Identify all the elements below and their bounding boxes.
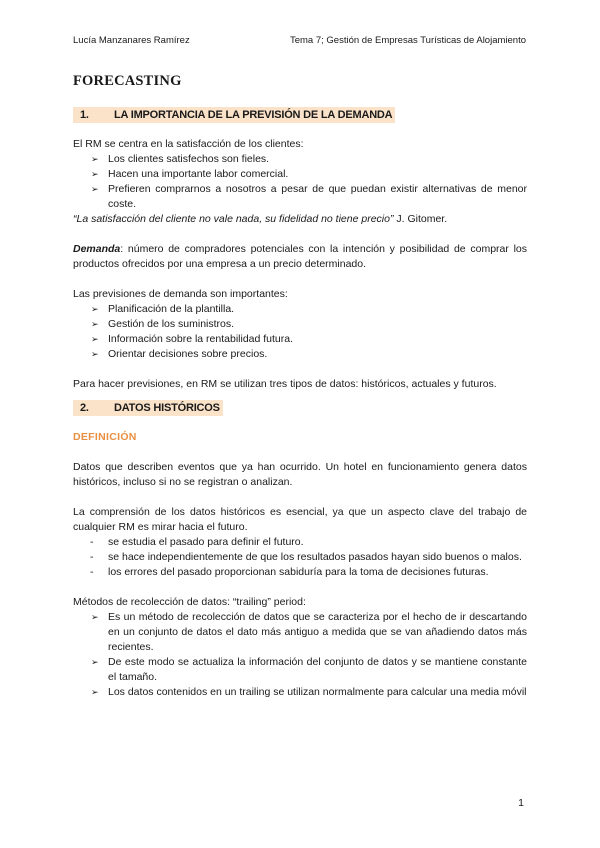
quote-line xyxy=(73,212,527,227)
quote-text: “La satisfacción del cliente no vale nada, su fidelidad no tiene precio” xyxy=(73,213,394,225)
section-2-body xyxy=(73,430,527,700)
section-1-number: 1. xyxy=(80,109,89,121)
satisfaction-intro: El RM se centra en la satisfacción de los clientes: xyxy=(73,138,304,150)
section-2-highlight xyxy=(73,400,223,416)
arrow-bullet-icon: ➢ xyxy=(91,184,99,194)
section-2-heading xyxy=(73,400,223,416)
methods-list xyxy=(73,610,527,700)
historical-data-importance: La comprensión de los datos históricos es esencial, ya que un aspecto clave del trabajo de cualquier RM es mirar hacia el futuro. xyxy=(73,506,527,533)
list-item: ➢ Planificación de la plantilla. xyxy=(91,303,235,315)
list-item: ➢ Prefieren comprarnos a nosotros a pesar de que puedan existir alternativas de menor coste. xyxy=(91,183,527,210)
demand-definition-text: : número de compradores potenciales con la intención y posibilidad de comprar los productos ofrecidos por una empresa a un precio determinado. xyxy=(73,243,527,270)
arrow-bullet-icon: ➢ xyxy=(91,169,99,179)
section-1-heading xyxy=(73,107,395,123)
historical-data-definition: Datos que describen eventos que ya han ocurrido. Un hotel en funcionamiento genera datos históricos, incluso si no se registran o analizan. xyxy=(73,461,527,488)
arrow-bullet-icon: ➢ xyxy=(91,657,99,667)
section-2-title: DATOS HISTÓRICOS xyxy=(114,402,220,414)
definition-subheading: DEFINICIÓN xyxy=(73,431,137,443)
list-item: ➢ Los datos contenidos en un trailing se utilizan normalmente para calcular una media móvil xyxy=(91,686,527,698)
list-item: ➢ Gestión de los suministros. xyxy=(91,318,235,330)
demand-definition xyxy=(73,242,527,272)
list-item: ➢ De este modo se actualiza la información del conjunto de datos y se mantiene constante el tamaño. xyxy=(91,656,527,683)
demand-term: Demanda xyxy=(73,243,121,255)
arrow-bullet-icon: ➢ xyxy=(91,612,99,622)
header-author: Lucía Manzanares Ramírez xyxy=(73,35,190,46)
list-item: - se estudia el pasado para definir el futuro. xyxy=(90,536,304,548)
section-1-highlight xyxy=(73,107,395,123)
list-item: - se hace independientemente de que los resultados pasados hayan sido buenos o malos. xyxy=(90,551,522,563)
arrow-bullet-icon: ➢ xyxy=(91,154,99,164)
section-1-body xyxy=(73,137,527,392)
arrow-bullet-icon: ➢ xyxy=(91,304,99,314)
list-item: ➢ Hacen una importante labor comercial. xyxy=(91,168,289,180)
forecast-intro: Las previsiones de demanda son importantes: xyxy=(73,288,288,300)
list-item: ➢ Orientar decisiones sobre precios. xyxy=(91,348,268,360)
methods-intro: Métodos de recolección de datos: “trailing” period: xyxy=(73,596,306,608)
arrow-bullet-icon: ➢ xyxy=(91,687,99,697)
document-title: FORECASTING xyxy=(73,73,182,89)
list-item: ➢ Información sobre la rentabilidad futura. xyxy=(91,333,294,345)
list-item: ➢ Los clientes satisfechos son fieles. xyxy=(91,153,270,165)
arrow-bullet-icon: ➢ xyxy=(91,319,99,329)
forecast-list xyxy=(73,302,527,362)
page-number: 1 xyxy=(518,797,524,809)
arrow-bullet-icon: ➢ xyxy=(91,334,99,344)
arrow-bullet-icon: ➢ xyxy=(91,349,99,359)
importance-list xyxy=(73,535,527,580)
header-topic: Tema 7; Gestión de Empresas Turísticas de Alojamiento xyxy=(289,35,526,46)
quote-author: J. Gitomer. xyxy=(393,213,448,225)
list-item: ➢ Es un método de recolección de datos que se caracteriza por el hecho de ir descartando en un conjunto de datos el dato más antiguo a medida que se van añadiendo datos más recientes. xyxy=(91,611,527,653)
satisfaction-list xyxy=(73,152,527,212)
data-types-sentence: Para hacer previsiones, en RM se utilizan tres tipos de datos: históricos, actuales y futuros. xyxy=(73,378,497,390)
list-item: - los errores del pasado proporcionan sabiduría para la toma de decisiones futuras. xyxy=(90,566,489,578)
section-2-number: 2. xyxy=(80,402,89,414)
section-1-title: LA IMPORTANCIA DE LA PREVISIÓN DE LA DEMANDA xyxy=(114,109,393,121)
